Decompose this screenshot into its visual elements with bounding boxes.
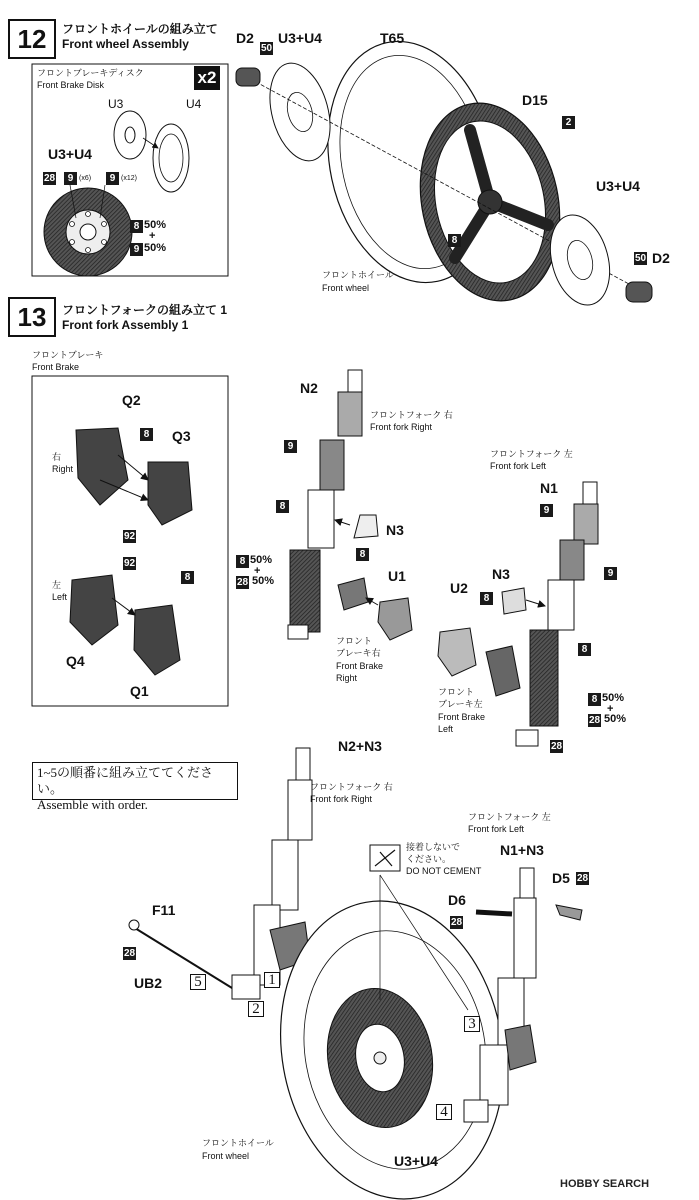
part-u3-u4-top: U3+U4 — [278, 30, 322, 46]
fork-left-tag-8-n3: 8 — [480, 592, 493, 605]
tag-28-f11: 28 — [124, 948, 136, 959]
mix-plus: + — [149, 230, 156, 242]
part-d2-right: D2 — [652, 250, 670, 266]
part-d5: D5 — [552, 870, 570, 886]
caliper-left-q1 — [134, 605, 180, 675]
assembly-order-note-jp: 1~5の順番に組み立ててください。 — [37, 765, 214, 796]
step-13-number: 13 — [8, 297, 56, 337]
step-12-number: 12 — [8, 19, 56, 59]
fork-right-mix-pct-8: 50% — [250, 554, 273, 566]
hobby-search-watermark: HOBBY SEARCH — [560, 1178, 650, 1190]
tag-2: 2 — [562, 116, 575, 129]
fork-left-mix-tag-8: 8 — [588, 693, 601, 706]
fork-left-drawing — [516, 482, 598, 746]
mix-pct-8: 50% — [144, 219, 167, 231]
fork-left-brake-en-1: Front Brake — [438, 712, 486, 722]
part-q4: Q4 — [66, 653, 85, 669]
tag-28-d6: 28 — [451, 917, 463, 928]
fork-right-mix-pct-28: 50% — [252, 575, 275, 587]
final-fork-right-en: Front fork Right — [310, 794, 373, 804]
tag-92-left: 92 — [124, 558, 136, 569]
part-u3-u4-right: U3+U4 — [596, 178, 640, 194]
multiplier-badge: x2 — [194, 66, 220, 90]
part-q1: Q1 — [130, 683, 149, 699]
sequence-5: 5 — [190, 974, 206, 990]
part-u2: U2 — [450, 580, 468, 596]
part-u3-u4-final: U3+U4 — [394, 1153, 438, 1169]
tag-50-right: 50 — [635, 253, 647, 264]
bolt-count-x6: (x6) — [79, 175, 92, 182]
fork-left-tag-9b: 9 — [604, 567, 617, 580]
assembly-order-note-en: Assemble with order. — [37, 797, 148, 812]
step-12-title-jp: フロントホイールの組み立て — [62, 22, 218, 36]
fork-right-brake-jp-2: ブレーキ右 — [336, 648, 381, 658]
bolt-count-x12: (x12) — [121, 175, 137, 182]
mix-tag-8: 8 — [130, 220, 143, 233]
assembly-order-note — [32, 762, 238, 812]
front-wheel-label-jp: フロントホイール — [322, 270, 394, 280]
brake-disk-title-jp: フロントブレーキディスク — [37, 68, 144, 78]
fork-left-brake-jp-1: フロント — [438, 687, 475, 697]
sequence-3: 3 — [464, 1016, 480, 1032]
caliper-right-q3 — [148, 462, 192, 525]
front-wheel-label-en: Front wheel — [322, 283, 370, 293]
sequence-2: 2 — [248, 1001, 264, 1017]
do-not-cement-jp-1: 接着しないで — [406, 842, 461, 852]
right-label-jp: 右 — [52, 452, 62, 462]
fork-left-brake-jp-2: ブレーキ左 — [438, 699, 483, 709]
fork-left-tag-8: 8 — [578, 643, 591, 656]
part-q2: Q2 — [122, 392, 141, 408]
front-brake-title-en: Front Brake — [32, 362, 80, 372]
tag-8-q2: 8 — [140, 428, 153, 441]
fork-right-tag-9: 9 — [284, 440, 297, 453]
sequence-1: 1 — [264, 972, 280, 988]
fork-left-label-jp: フロントフォーク 左 — [490, 449, 573, 459]
fork-left-tag-28: 28 — [551, 741, 563, 752]
tag-50-top: 50 — [261, 43, 273, 54]
part-f11: F11 — [152, 902, 176, 918]
final-fork-right-jp: フロントフォーク 右 — [310, 782, 393, 792]
part-ub2: UB2 — [134, 975, 163, 991]
fork-right-mix-plus: + — [254, 565, 261, 577]
left-label-jp: 左 — [52, 580, 62, 590]
part-d6: D6 — [448, 892, 466, 908]
do-not-cement-jp-2: ください。 — [406, 854, 452, 864]
part-n1-n3: N1+N3 — [500, 842, 544, 858]
paint-tag-9b: 9 — [106, 172, 119, 185]
do-not-cement-en: DO NOT CEMENT — [406, 866, 482, 876]
part-t65: T65 — [380, 30, 405, 46]
fork-left-mix-pct-28: 50% — [604, 713, 627, 725]
fork-right-mix-tag-28: 28 — [237, 577, 249, 588]
paint-tag-28: 28 — [44, 173, 56, 184]
part-u4: U4 — [186, 97, 202, 111]
fork-left-mix-plus: + — [607, 703, 614, 715]
caliper-left-q4 — [70, 575, 118, 645]
final-wheel-label-jp: フロントホイール — [202, 1138, 274, 1148]
mix-tag-9: 9 — [130, 243, 143, 256]
mix-pct-9: 50% — [144, 242, 167, 254]
fork-left-brake-en-2: Left — [438, 724, 454, 734]
sequence-4: 4 — [436, 1104, 452, 1120]
part-n2: N2 — [300, 380, 318, 396]
fork-left-mix-tag-28: 28 — [589, 715, 601, 726]
step-12-title-en: Front wheel Assembly — [62, 37, 189, 51]
fork-right-label-jp: フロントフォーク 右 — [370, 410, 453, 420]
part-u3-u4: U3+U4 — [48, 146, 92, 162]
part-d2-top: D2 — [236, 30, 254, 46]
part-u1: U1 — [388, 568, 406, 584]
step-13-title-jp: フロントフォークの組み立て 1 — [62, 303, 228, 317]
fork-right-part-n3: N3 — [386, 522, 404, 538]
part-d15: D15 — [522, 92, 548, 108]
final-wheel-label-en: Front wheel — [202, 1151, 250, 1161]
brake-disk-title-en: Front Brake Disk — [37, 80, 105, 90]
fork-left-part-n3: N3 — [492, 566, 510, 582]
part-q3: Q3 — [172, 428, 191, 444]
fork-right-mix-tag-8: 8 — [236, 555, 249, 568]
fork-right-label-en: Front fork Right — [370, 422, 433, 432]
fork-left-tag-9a: 9 — [540, 504, 553, 517]
part-n2-n3: N2+N3 — [338, 738, 382, 754]
fork-right-tag-8: 8 — [276, 500, 289, 513]
tag-92-right: 92 — [124, 531, 136, 542]
paint-tag-9a: 9 — [64, 172, 77, 185]
fork-left-label-en: Front fork Left — [490, 461, 547, 471]
step-13-title-en: Front fork Assembly 1 — [62, 318, 189, 332]
tag-8-wheel: 8 — [448, 234, 461, 247]
tag-28-d5: 28 — [577, 873, 589, 884]
final-fork-left-en: Front fork Left — [468, 824, 525, 834]
fork-right-brake-jp-1: フロント — [336, 636, 373, 646]
part-u3: U3 — [108, 97, 124, 111]
right-label-en: Right — [52, 464, 74, 474]
left-label-en: Left — [52, 592, 68, 602]
part-n1: N1 — [540, 480, 558, 496]
tag-8-q1: 8 — [181, 571, 194, 584]
fork-right-tag-8-n3: 8 — [356, 548, 369, 561]
caliper-right-q2 — [76, 428, 128, 505]
front-brake-title-jp: フロントブレーキ — [32, 350, 104, 360]
fork-left-mix-pct-8: 50% — [602, 692, 625, 704]
final-fork-left-jp: フロントフォーク 左 — [468, 812, 551, 822]
fork-right-brake-en-2: Right — [336, 673, 358, 683]
fork-right-brake-en-1: Front Brake — [336, 661, 384, 671]
